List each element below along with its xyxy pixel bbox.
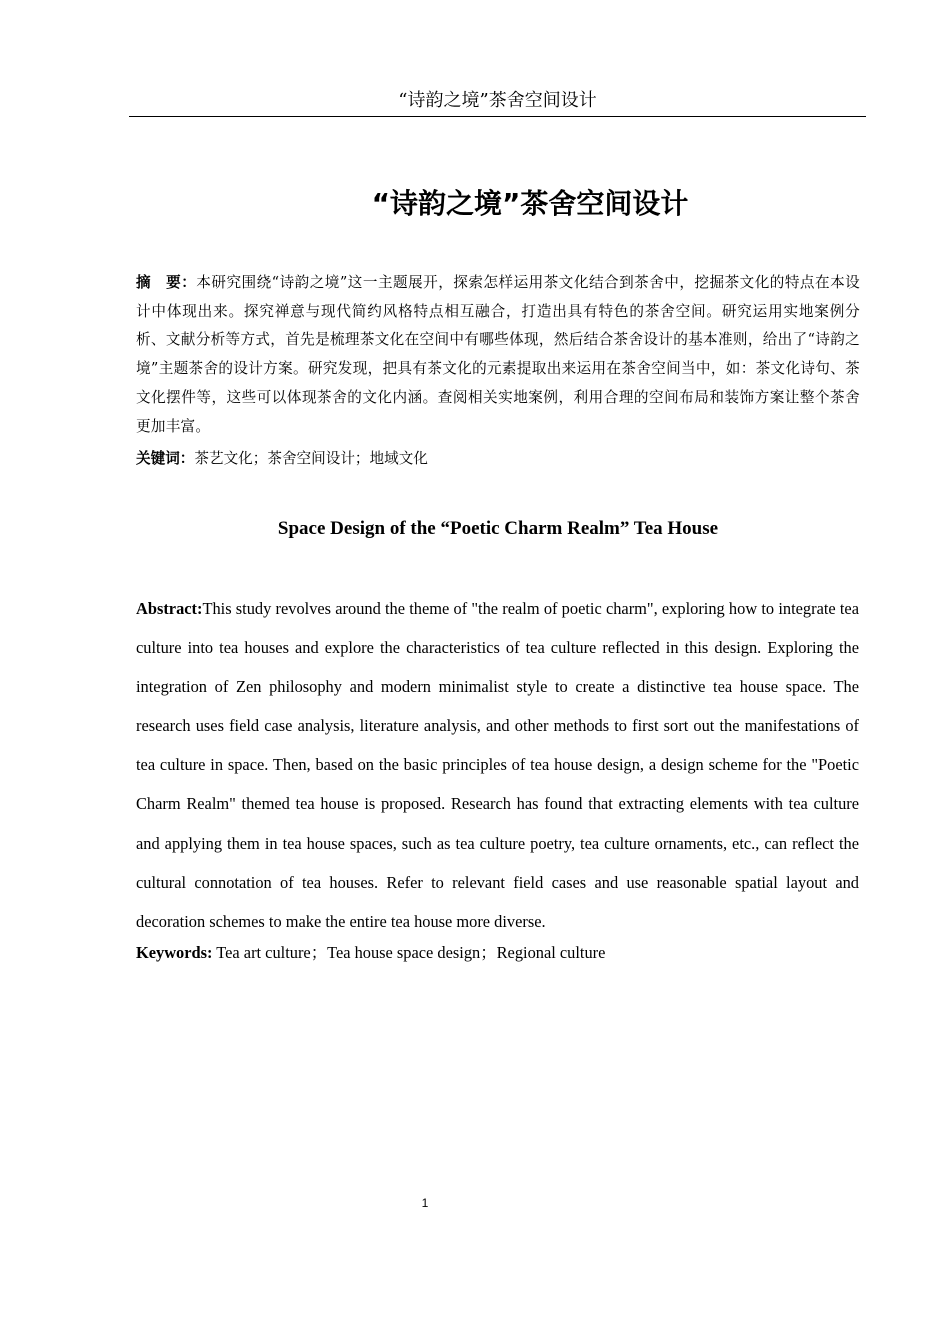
chinese-abstract-text: 本研究围绕“诗韵之境”这一主题展开，探索怎样运用茶文化结合到茶舍中，挖掘茶文化的特点在本设计中体现出来。探究禅意与现代简约风格特点相互融合，打造出具有特色的茶舍空间。研究运用实地案例分析、文献分析等方式，首先是梳理茶文化在空间中有哪些体现，然后结合茶舍设计的基本准则，给出了“诗韵之境”主题茶舍的设计方案。研究发现，把具有茶文化的元素提取出来运用在茶舍空间当中，如：茶文化诗句、茶文化摆件等，这些可以体现茶舍的文化内涵。查阅相关实地案例，利用合理的空间布局和装饰方案让整个茶舍更加丰富。 — [136, 274, 860, 435]
chinese-abstract-label: 摘 要： — [136, 274, 197, 291]
chinese-keywords-text: 茶艺文化；茶舍空间设计；地域文化 — [194, 450, 428, 467]
english-abstract-label: Abstract: — [136, 599, 203, 618]
english-keywords — [136, 938, 859, 968]
running-header-title: “诗韵之境”茶舍空间设计 — [398, 90, 597, 111]
chinese-keywords-label: 关键词： — [136, 450, 195, 467]
chinese-keywords — [136, 445, 860, 473]
english-title: Space Design of the “Poetic Charm Realm” Tea House — [277, 518, 719, 539]
page-number: 1 — [421, 1196, 429, 1210]
english-abstract-text: This study revolves around the theme of "the realm of poetic charm", exploring how to integrate tea culture into tea houses and explore the characteristics of tea culture reflected in this design. Exploring the integration of Zen philosophy and modern minimalist style to create a distinctive tea house space. The research uses field case analysis, literature analysis, and other methods to first sort out the manifestations of tea culture in space. Then, based on the basic principles of tea house design, a design scheme for the "Poetic Charm Realm" themed tea house is proposed. Research has found that extracting elements with tea culture and applying them in tea house spaces, such as tea culture poetry, tea culture ornaments, etc., can reflect the cultural connotation of tea houses. Refer to relevant field cases and use reasonable spatial layout and decoration schemes to make the entire tea house more diverse. — [136, 599, 859, 931]
english-keywords-text: Tea art culture；Tea house space design；Regional culture — [212, 943, 606, 962]
chinese-abstract — [136, 269, 860, 441]
chinese-title: “诗韵之境”茶舍空间设计 — [371, 187, 689, 220]
english-keywords-label: Keywords: — [136, 943, 213, 962]
running-header — [129, 88, 866, 117]
english-abstract — [136, 589, 859, 941]
